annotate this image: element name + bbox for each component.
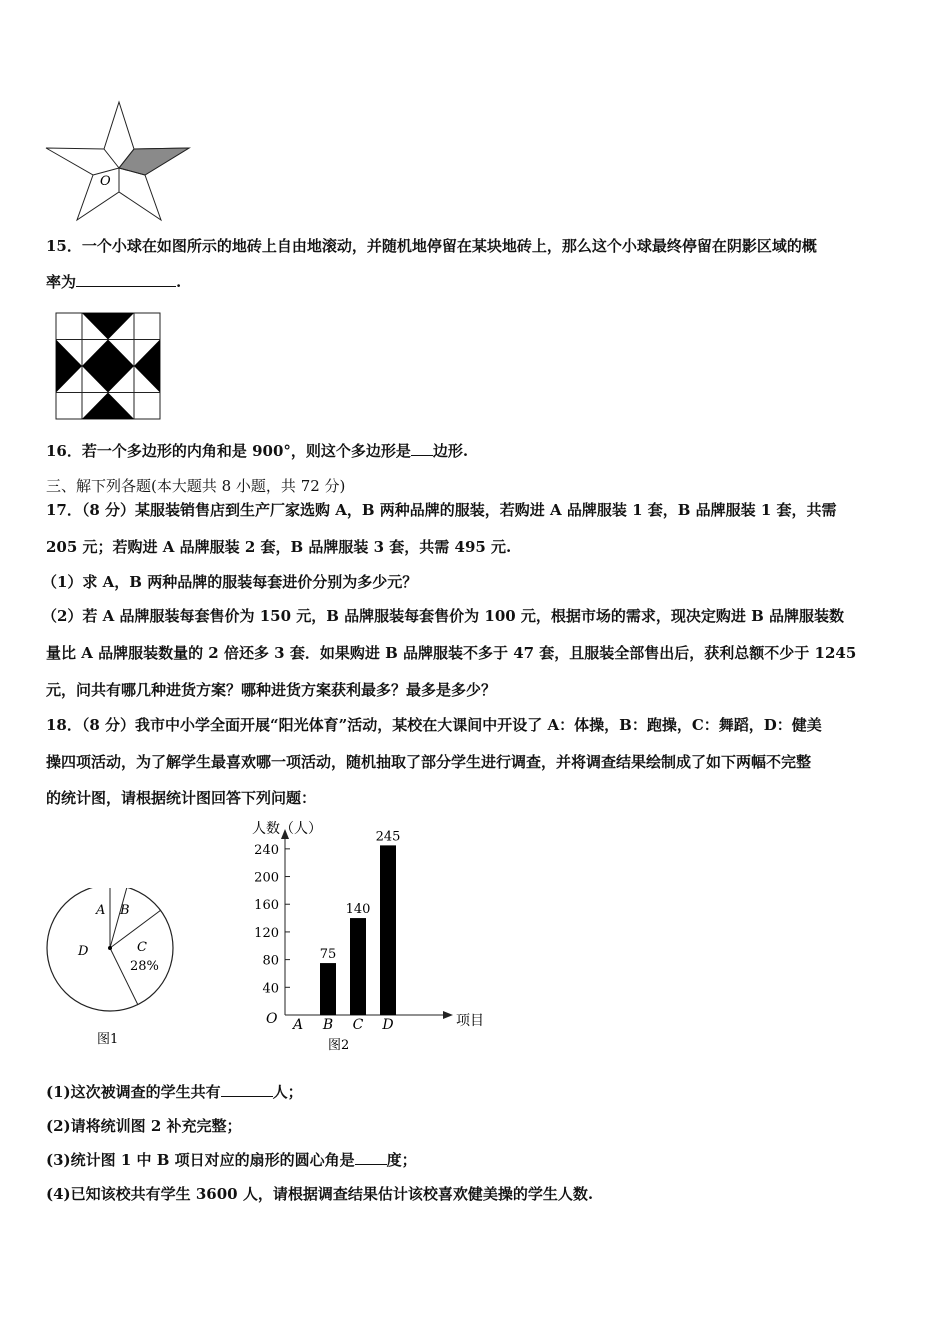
star-figure [40,96,200,226]
y-tick-label: 240 [254,842,279,858]
section3-title: 三、解下列各题(本大题共 8 小题，共 72 分) [46,477,346,495]
q17-line2: 205 元；若购进 A 品牌服装 2 套，B 品牌服装 3 套，共需 495 元. [46,538,512,556]
bar-chart-caption: 图2 [328,1038,350,1053]
pie-label-c: C [137,940,147,955]
bar-c [350,918,366,1015]
pie-center [108,946,112,950]
tile-figure [54,311,164,423]
pie-figure [40,888,190,1058]
q17-part2-line1: （2）若 A 品牌服装每套售价为 150 元，B 品牌服装每套售价为 100 元，根据市场的需求，现决定购进 B 品牌服装数 [42,607,845,625]
q16-answer-blank [411,441,433,456]
q16-suffix: 边形. [432,442,469,460]
tile-shaded-triangles [56,313,160,419]
q17-part2-line2: 量比 A 品牌服装数量的 2 倍还多 3 套．如果购进 B 品牌服装不多于 47 套，且服装全部售出后，获利总额不少于 1245 [46,644,857,662]
pie-label-d: D [78,944,89,959]
q18-line3: 的统计图，请根据统计图回答下列问题： [46,789,317,807]
q15-line1: 15．一个小球在如图所示的地砖上自由地滚动，并随机地停留在某块地砖上，那么这个小球最终停留在阴影区域的概 [46,237,817,255]
q16-prefix: 16．若一个多边形的内角和是 900°，则这个多边形是 [46,442,411,460]
q18-sub3-blank [355,1150,387,1165]
x-axis-arrow [443,1011,453,1019]
q18-sub4: (4)已知该校共有学生 3600 人，请根据调查结果估计该校喜欢健美操的学生人数. [46,1185,594,1203]
bar-chart [240,815,510,1060]
pie-caption: 图1 [97,1032,119,1047]
y-tick-label: 200 [254,870,279,886]
star-center-label: O [100,174,111,189]
y-tick-label: 160 [254,898,279,914]
x-category-label: C [352,1017,364,1033]
q18-sub3 [46,1150,417,1170]
q18-sub1-blank [221,1082,273,1097]
q16-line [46,441,468,461]
bar-value-label: 75 [319,947,337,963]
q18-line1: 18．（8 分）我市中小学全面开展“阳光体育”活动，某校在大课间中开设了 A：体操，B：跑操，C：舞蹈，D：健美 [46,716,822,734]
q18-sub2: (2)请将统训图 2 补充完整； [46,1117,242,1135]
star-line [104,149,119,168]
q17-part2-line3: 元，问共有哪几种进货方案？哪种进货方案获利最多？最多是多少？ [46,681,497,699]
q17-part1: （1）求 A，B 两种品牌的服装每套进价分别为多少元？ [42,573,418,591]
q15-answer-blank [76,272,176,287]
q15-line2-suffix: . [176,273,182,291]
q18-sub1-suffix: 人； [272,1083,303,1101]
q18-line2: 操四项活动，为了解学生最喜欢哪一项活动，随机抽取了部分学生进行调查，并将调查结果绘制成了如下两幅不完整 [46,753,812,771]
q15-line2-prefix: 率为 [46,273,77,291]
y-tick-label: 80 [262,953,279,969]
x-category-label: D [382,1017,394,1033]
bar-value-label: 245 [375,829,401,845]
y-axis-label: 人数（人） [252,821,322,837]
pie-c-percent: 28% [130,959,159,974]
pie-divider [110,888,127,948]
q18-sub3-suffix: 度； [386,1151,417,1169]
pie-divider [110,948,138,1005]
y-tick-label: 120 [254,925,279,941]
x-category-label: B [322,1017,334,1033]
pie-label-a: A [96,903,106,918]
q17-line1: 17．（8 分）某服装销售店到生产厂家选购 A，B 两种品牌的服装，若购进 A 品牌服装 1 套，B 品牌服装 1 套，共需 [46,501,837,519]
q18-sub1-prefix: (1)这次被调查的学生共有 [46,1083,221,1101]
q18-sub1 [46,1082,303,1102]
y-tick-label: 40 [262,981,279,997]
pie-divider [110,910,161,948]
x-category-label: A [292,1017,304,1033]
origin-label: O [266,1011,278,1027]
x-axis-label: 项目 [456,1013,484,1029]
q18-sub3-prefix: (3)统计图 1 中 B 项日对应的扇形的圆心角是 [46,1151,355,1169]
bar-d [380,845,396,1015]
pie-label-b: B [120,903,130,918]
bar-b [320,963,336,1015]
q15-line2 [46,272,181,292]
bar-value-label: 140 [345,902,371,918]
